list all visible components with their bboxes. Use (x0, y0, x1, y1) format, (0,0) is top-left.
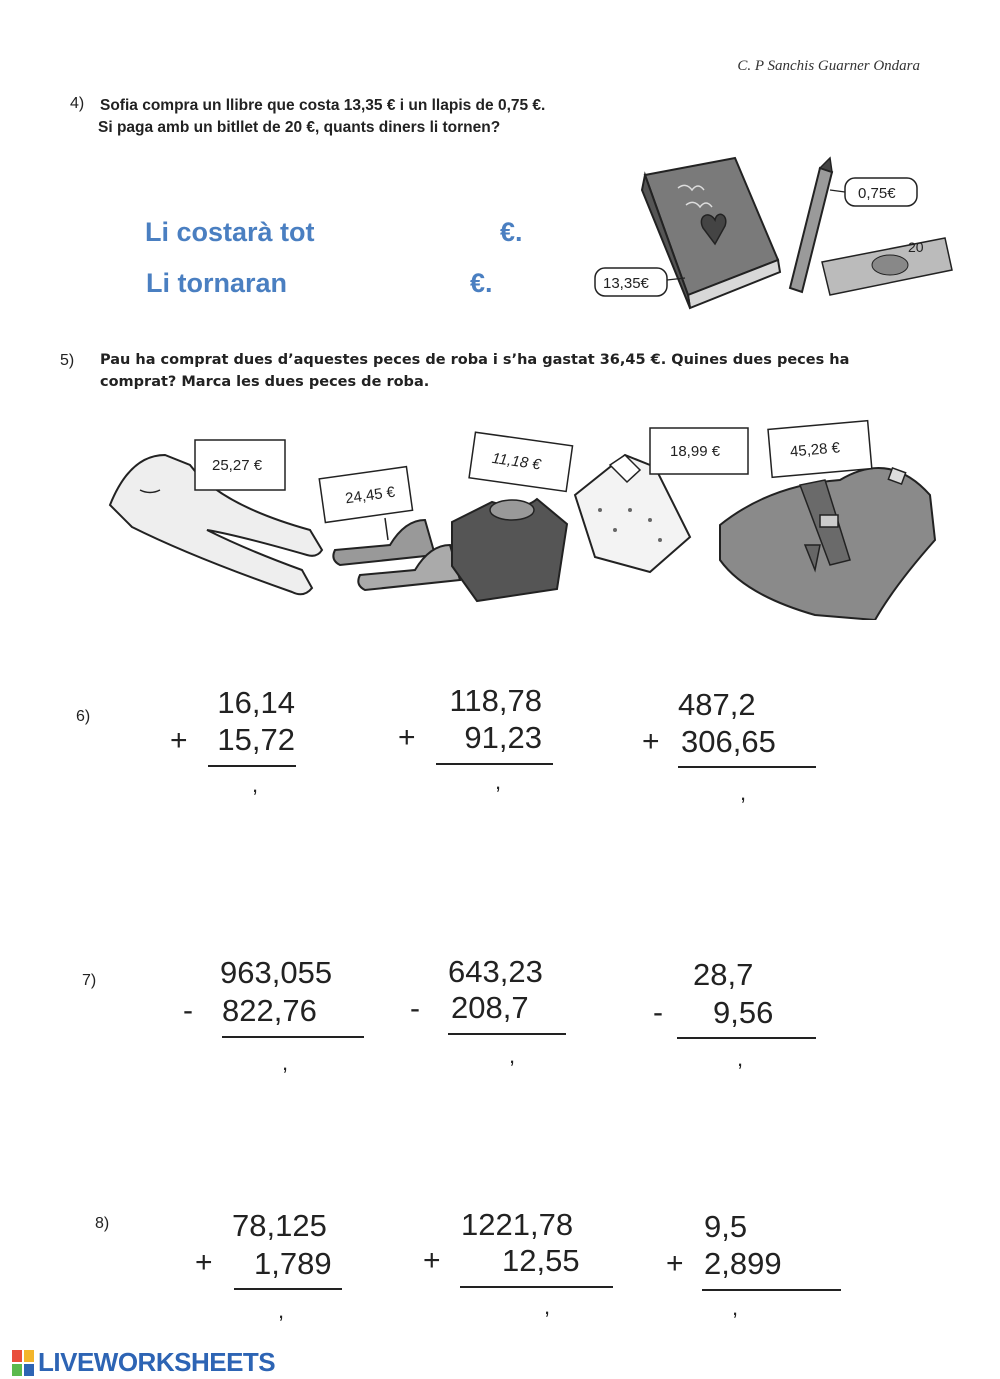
q7-p2-answer-input[interactable] (448, 1036, 570, 1068)
q6-p3-comma: , (740, 780, 747, 805)
price-tag-trousers: 25,27 € (212, 457, 263, 474)
q7-p3-bottom: 9,56 (713, 995, 774, 1030)
question-5-line-2: comprat? Marca les dues peces de roba. (100, 374, 430, 390)
question-4-number: 4) (70, 95, 85, 112)
book-price-tag (595, 268, 685, 296)
q8-p2-comma: , (544, 1294, 551, 1319)
q6-p3-top: 487,2 (678, 687, 756, 722)
q7-p3-rule (677, 1037, 816, 1039)
q7-p2-bottom: 208,7 (451, 990, 529, 1025)
q8-p1-operator: + (195, 1246, 213, 1279)
price-tag-sweater: 11,18 € (490, 449, 542, 474)
q6-p3-operator: + (642, 725, 660, 758)
school-name: C. P Sanchis Guarner Ondara (737, 58, 920, 74)
question-7-number: 7) (82, 972, 97, 989)
q6-p2-operator: + (398, 721, 416, 754)
trousers-option[interactable] (110, 440, 322, 594)
q6-p2-answer-input[interactable] (436, 766, 557, 798)
q7-p1-rule (222, 1036, 364, 1038)
change-label: Li tornaran (146, 268, 288, 298)
q8-p1-answer-input[interactable] (234, 1292, 346, 1324)
price-tag-jacket: 45,28 € (789, 439, 841, 461)
sneakers-option[interactable] (319, 467, 460, 590)
clothes-illustration (100, 410, 950, 620)
question-8-number: 8) (95, 1215, 110, 1232)
q8-p3-answer-input[interactable] (702, 1293, 845, 1325)
q8-p1-top: 78,125 (232, 1208, 327, 1243)
liveworksheets-brand: LIVEWORKSHEETS (38, 1347, 276, 1377)
q7-p2-comma: , (509, 1043, 516, 1068)
banknote-value: 20 (908, 239, 924, 255)
q6-p1-top: 16,14 (217, 685, 295, 720)
q8-p2-answer-input[interactable] (460, 1290, 617, 1322)
q7-p2-rule (448, 1033, 566, 1035)
q8-p2-operator: + (423, 1244, 441, 1277)
q6-p3-rule (678, 766, 816, 768)
liveworksheets-logo[interactable] (12, 1347, 275, 1378)
q6-p3-answer-input[interactable] (678, 770, 820, 802)
q6-p2-rule (436, 763, 553, 765)
q7-p1-bottom: 822,76 (222, 993, 317, 1028)
q7-p1-comma: , (282, 1050, 289, 1075)
q6-p1-answer-input[interactable] (208, 768, 300, 800)
q6-p3-bottom: 306,65 (681, 724, 776, 759)
change-unit: €. (470, 268, 493, 298)
total-cost-unit: €. (500, 217, 523, 247)
q7-p3-comma: , (737, 1046, 744, 1071)
q8-p1-comma: , (278, 1298, 285, 1323)
question-6-number: 6) (76, 708, 91, 725)
sweater-option[interactable] (452, 432, 573, 601)
q7-p2-top: 643,23 (448, 954, 543, 989)
jacket-option[interactable] (720, 421, 935, 620)
q8-p2-bottom: 12,55 (502, 1243, 580, 1278)
q6-p1-comma: , (252, 772, 259, 797)
book-pencil-banknote-illustration (590, 150, 960, 310)
q8-p2-top: 1221,78 (461, 1207, 574, 1242)
q7-p3-answer-input[interactable] (677, 1040, 820, 1072)
q8-p3-bottom: 2,899 (704, 1246, 782, 1281)
banknote-icon (822, 238, 952, 295)
question-5-line-1: Pau ha comprat dues d’aquestes peces de roba i s’ha gastat 36,45 €. Quines dues peces ha (100, 352, 850, 368)
liveworksheets-icon (12, 1350, 34, 1376)
question-4-line-1: Sofia compra un llibre que costa 13,35 € i un llapis de 0,75 €. (100, 97, 546, 114)
book-price: 13,35€ (603, 275, 649, 292)
q6-p1-operator: + (170, 724, 188, 757)
total-cost-input[interactable] (345, 217, 494, 253)
q8-p3-operator: + (666, 1247, 684, 1280)
question-5-number: 5) (60, 352, 75, 369)
q6-p2-comma: , (495, 769, 502, 794)
q7-p3-operator: - (653, 996, 663, 1029)
price-tag-sneakers: 24,45 € (344, 483, 397, 508)
q6-p1-rule (208, 765, 296, 767)
pencil-price-tag (830, 178, 917, 206)
q8-p3-top: 9,5 (704, 1209, 748, 1244)
q8-p3-comma: , (732, 1295, 739, 1320)
q8-p1-bottom: 1,789 (254, 1246, 332, 1281)
price-tag-shirt: 18,99 € (670, 443, 721, 460)
q7-p2-operator: - (410, 992, 420, 1025)
q8-p3-rule (702, 1289, 841, 1291)
q7-p1-operator: - (183, 994, 193, 1027)
q7-p1-answer-input[interactable] (222, 1040, 368, 1072)
q7-p3-top: 28,7 (693, 957, 754, 992)
total-cost-label: Li costarà tot (145, 217, 315, 247)
q8-p1-rule (234, 1288, 342, 1290)
question-4-line-2: Si paga amb un bitllet de 20 €, quants diners li tornen? (98, 119, 501, 136)
change-input[interactable] (320, 268, 464, 304)
q6-p2-top: 118,78 (449, 683, 542, 718)
pencil-price: 0,75€ (858, 185, 896, 202)
q8-p2-rule (460, 1286, 613, 1288)
q7-p1-top: 963,055 (220, 955, 333, 990)
q6-p2-bottom: 91,23 (464, 720, 542, 755)
q6-p1-bottom: 15,72 (217, 722, 295, 757)
